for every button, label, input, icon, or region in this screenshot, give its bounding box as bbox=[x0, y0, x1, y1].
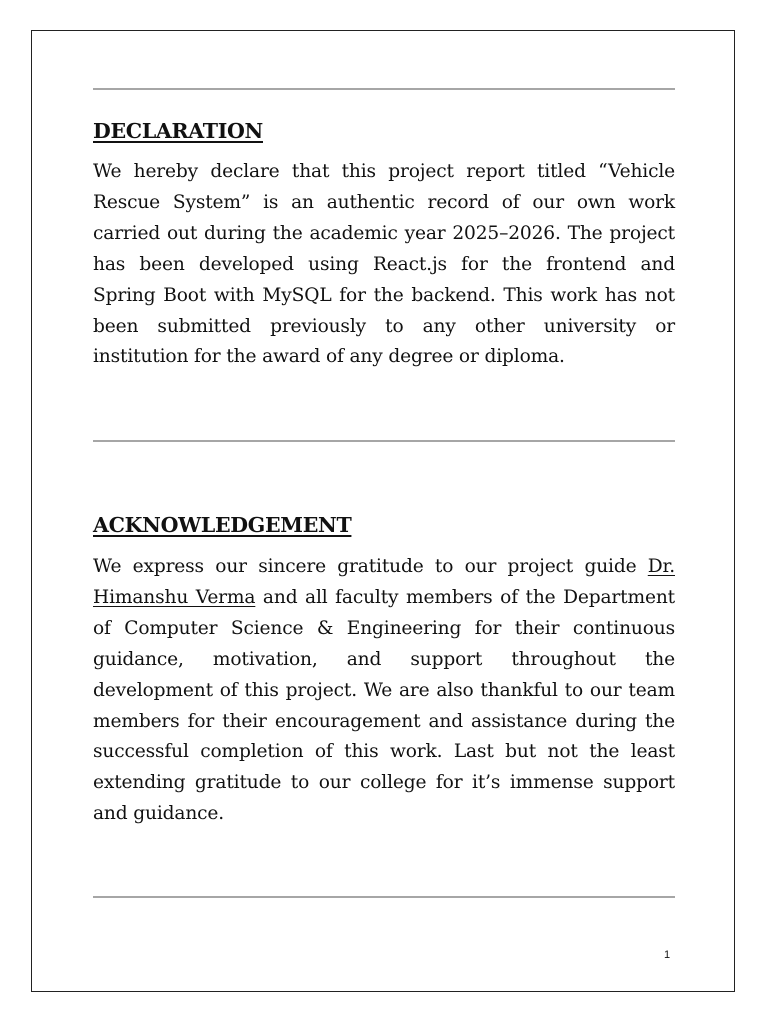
acknowledgement-text-end: and all faculty members of the Department of Computer Science & Engineering for their continuous guidance, motivation, and support throughout the development of this project. We are also thankful to our team members for their encouragement and assistance during the successful completion of this work. Last but not the least extending gratitude to our college for it’s immense support and guidance. bbox=[93, 586, 675, 825]
acknowledgement-text-start: We express our sincere gratitude to our project guide bbox=[93, 556, 648, 577]
page-number: 1 bbox=[664, 949, 671, 961]
guide-name: Dr. Himanshu Verma bbox=[93, 556, 675, 608]
bottom-divider bbox=[93, 896, 675, 898]
acknowledgement-heading: ACKNOWLEDGEMENT bbox=[93, 513, 352, 537]
top-divider bbox=[93, 88, 675, 90]
declaration-paragraph: We hereby declare that this project report titled “Vehicle Rescue System” is an authentic record of our own work carried out during the academic year 2025–2026. The project has been developed using React.js for the frontend and Spring Boot with MySQL for the backend. This work has not been submitted previously to any other university or institution for the award of any degree or diploma. bbox=[93, 161, 675, 368]
acknowledgement-paragraph bbox=[93, 552, 675, 830]
middle-divider bbox=[93, 440, 675, 442]
declaration-heading: DECLARATION bbox=[93, 119, 263, 143]
